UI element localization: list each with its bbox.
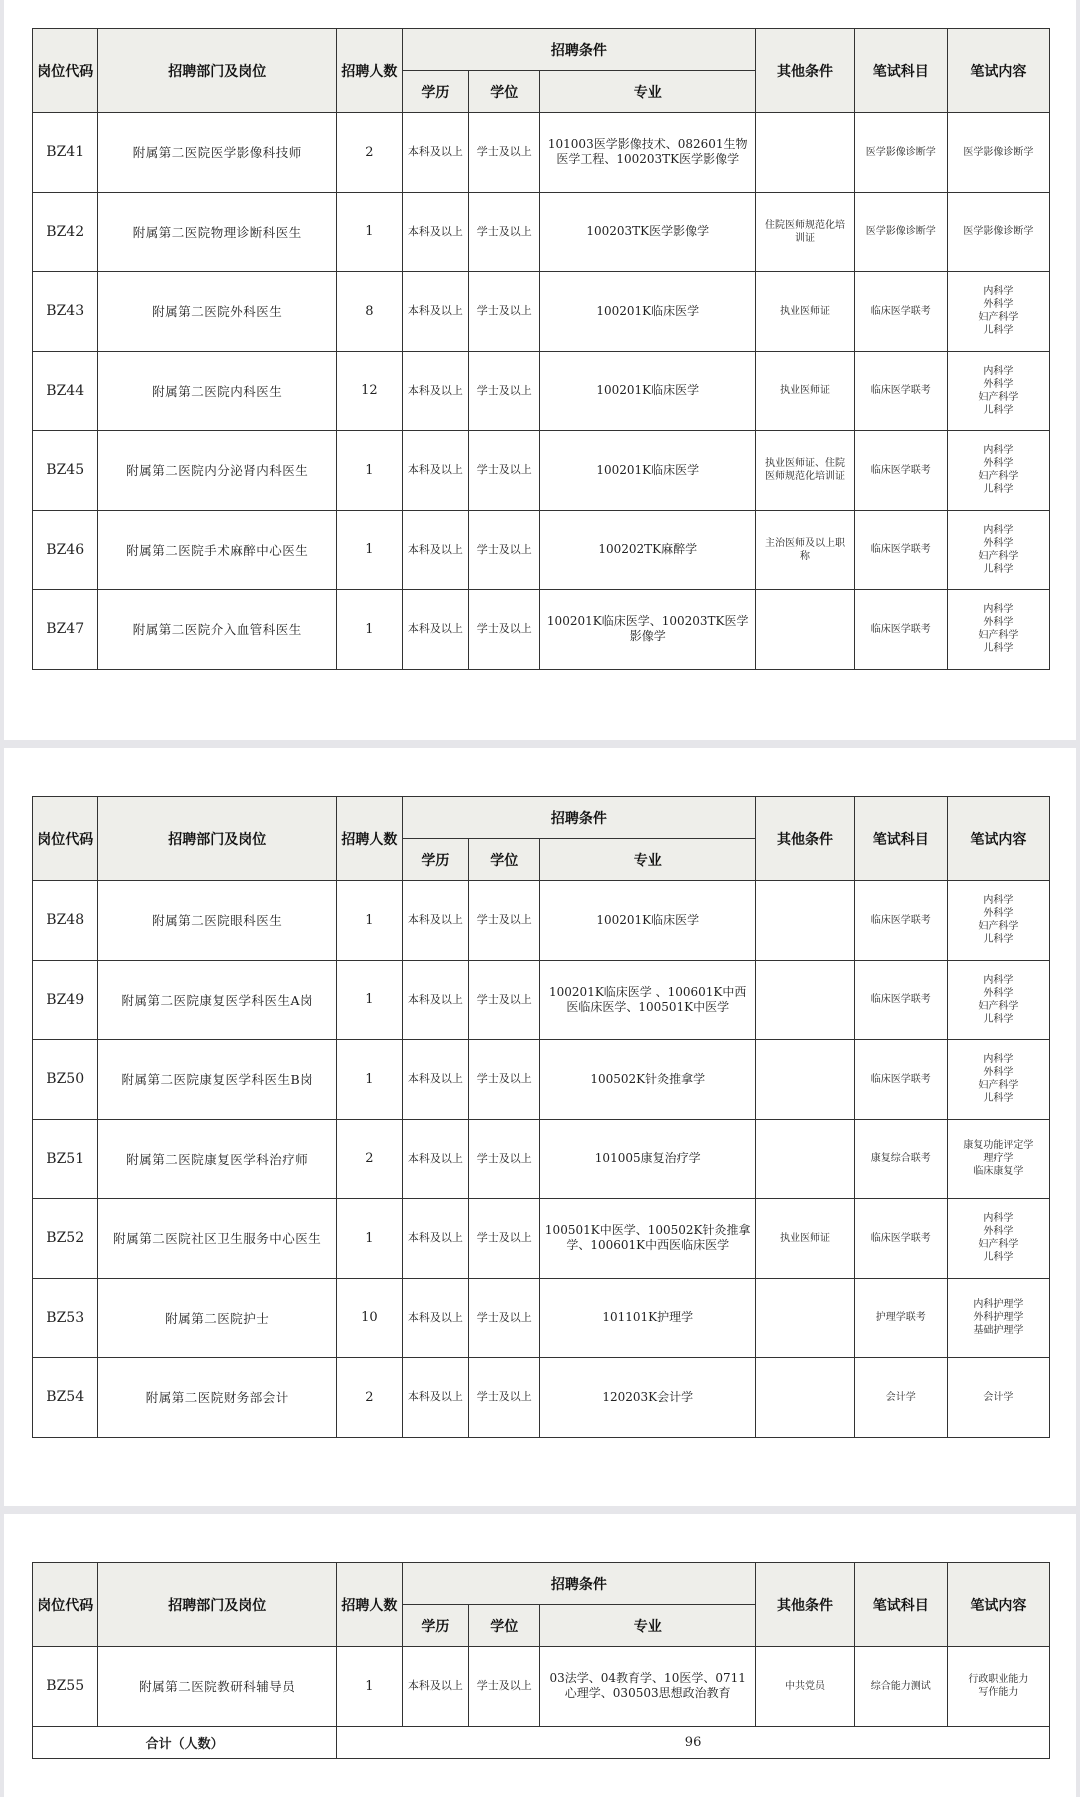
header-code: 岗位代码 [33,29,98,113]
cell-dept: 附属第二医院护士 [98,1278,337,1358]
cell-exam-subject: 医学影像诊断学 [854,192,947,272]
cell-count: 2 [337,113,402,193]
header-degree: 学位 [469,1605,540,1647]
table-body-2 [33,881,1050,1438]
cell-dept: 附属第二医院康复医学科医生B岗 [98,1040,337,1120]
cell-degree: 学士及以上 [469,1358,540,1438]
cell-exam-subject: 医学影像诊断学 [854,113,947,193]
cell-education: 本科及以上 [402,1278,469,1358]
cell-other [756,1119,855,1199]
cell-dept: 附属第二医院社区卫生服务中心医生 [98,1199,337,1279]
header-degree: 学位 [469,839,540,881]
cell-count: 1 [337,192,402,272]
cell-exam-subject: 会计学 [854,1358,947,1438]
cell-education: 本科及以上 [402,192,469,272]
cell-exam-subject: 临床医学联考 [854,351,947,431]
cell-code: BZ48 [33,881,98,961]
cell-dept: 附属第二医院物理诊断科医生 [98,192,337,272]
table-body-1 [33,113,1050,670]
header-code: 岗位代码 [33,797,98,881]
header-conditions: 招聘条件 [402,797,756,839]
header-count: 招聘人数 [337,797,402,881]
cell-education: 本科及以上 [402,1358,469,1438]
document-page-2 [4,748,1076,1506]
cell-dept: 附属第二医院财务部会计 [98,1358,337,1438]
header-exam-content: 笔试内容 [947,797,1049,881]
table-row [33,1199,1050,1279]
cell-degree: 学士及以上 [469,881,540,961]
table-row [33,960,1050,1040]
cell-code: BZ55 [33,1647,98,1727]
cell-exam-content: 内科学 外科学 妇产科学 儿科学 [947,960,1049,1040]
cell-other: 执业医师证、住院医师规范化培训证 [756,431,855,511]
table-row [33,1278,1050,1358]
cell-education: 本科及以上 [402,272,469,352]
cell-dept: 附属第二医院医学影像科技师 [98,113,337,193]
table-row [33,1647,1050,1727]
cell-code: BZ50 [33,1040,98,1120]
cell-code: BZ52 [33,1199,98,1279]
cell-other: 住院医师规范化培训证 [756,192,855,272]
cell-exam-content: 医学影像诊断学 [947,192,1049,272]
cell-degree: 学士及以上 [469,1119,540,1199]
cell-other: 中共党员 [756,1647,855,1727]
document-page-3 [4,1514,1076,1797]
cell-code: BZ54 [33,1358,98,1438]
table-row [33,431,1050,511]
cell-major: 100201K临床医学 [540,431,756,511]
cell-count: 1 [337,1199,402,1279]
cell-exam-subject: 临床医学联考 [854,431,947,511]
cell-dept: 附属第二医院眼科医生 [98,881,337,961]
cell-education: 本科及以上 [402,1199,469,1279]
cell-exam-subject: 综合能力测试 [854,1647,947,1727]
table-row [33,192,1050,272]
cell-degree: 学士及以上 [469,113,540,193]
total-row [33,1726,1050,1758]
header-dept: 招聘部门及岗位 [98,29,337,113]
header-degree: 学位 [469,71,540,113]
cell-exam-content: 医学影像诊断学 [947,113,1049,193]
cell-exam-content: 内科护理学 外科护理学 基础护理学 [947,1278,1049,1358]
table-row [33,881,1050,961]
cell-count: 12 [337,351,402,431]
recruitment-table-2 [32,796,1050,1438]
cell-other: 主治医师及以上职称 [756,510,855,590]
cell-exam-subject: 临床医学联考 [854,510,947,590]
cell-exam-content: 内科学 外科学 妇产科学 儿科学 [947,431,1049,511]
header-major: 专业 [540,1605,756,1647]
cell-major: 100201K临床医学 [540,351,756,431]
table-row [33,1040,1050,1120]
cell-major: 100201K临床医学 [540,272,756,352]
recruitment-table-1 [32,28,1050,670]
header-major: 专业 [540,71,756,113]
table-footer [33,1726,1050,1758]
header-exam-content: 笔试内容 [947,1563,1049,1647]
header-exam-subject: 笔试科目 [854,1563,947,1647]
cell-dept: 附属第二医院外科医生 [98,272,337,352]
header-other: 其他条件 [756,797,855,881]
cell-major: 101003医学影像技术、082601生物医学工程、100203TK医学影像学 [540,113,756,193]
cell-count: 1 [337,881,402,961]
cell-exam-subject: 康复综合联考 [854,1119,947,1199]
cell-code: BZ43 [33,272,98,352]
cell-count: 1 [337,1647,402,1727]
header-exam-content: 笔试内容 [947,29,1049,113]
cell-count: 1 [337,431,402,511]
cell-dept: 附属第二医院内科医生 [98,351,337,431]
cell-exam-content: 内科学 外科学 妇产科学 儿科学 [947,351,1049,431]
header-education: 学历 [402,1605,469,1647]
cell-code: BZ44 [33,351,98,431]
header-dept: 招聘部门及岗位 [98,1563,337,1647]
cell-count: 2 [337,1119,402,1199]
cell-degree: 学士及以上 [469,272,540,352]
recruitment-table-3 [32,1562,1050,1759]
cell-dept: 附属第二医院康复医学科医生A岗 [98,960,337,1040]
header-education: 学历 [402,839,469,881]
cell-other: 执业医师证 [756,272,855,352]
cell-count: 10 [337,1278,402,1358]
cell-dept: 附属第二医院手术麻醉中心医生 [98,510,337,590]
table-body-3 [33,1647,1050,1727]
cell-dept: 附属第二医院康复医学科治疗师 [98,1119,337,1199]
cell-dept: 附属第二医院内分泌肾内科医生 [98,431,337,511]
header-other: 其他条件 [756,1563,855,1647]
cell-education: 本科及以上 [402,1119,469,1199]
header-conditions: 招聘条件 [402,1563,756,1605]
cell-degree: 学士及以上 [469,510,540,590]
cell-code: BZ41 [33,113,98,193]
cell-exam-subject: 临床医学联考 [854,960,947,1040]
header-exam-subject: 笔试科目 [854,797,947,881]
cell-major: 100502K针灸推拿学 [540,1040,756,1120]
cell-dept: 附属第二医院介入血管科医生 [98,590,337,670]
total-label: 合计（人数） [33,1726,337,1758]
cell-count: 1 [337,1040,402,1120]
cell-education: 本科及以上 [402,590,469,670]
header-count: 招聘人数 [337,29,402,113]
cell-exam-subject: 临床医学联考 [854,1040,947,1120]
cell-other [756,113,855,193]
cell-exam-content: 内科学 外科学 妇产科学 儿科学 [947,510,1049,590]
cell-major: 100501K中医学、100502K针灸推拿学、100601K中西医临床医学 [540,1199,756,1279]
cell-count: 8 [337,272,402,352]
header-major: 专业 [540,839,756,881]
total-value: 96 [337,1726,1050,1758]
cell-other: 执业医师证 [756,1199,855,1279]
cell-major: 100201K临床医学 、100601K中西医临床医学、100501K中医学 [540,960,756,1040]
cell-degree: 学士及以上 [469,431,540,511]
cell-exam-content: 内科学 外科学 妇产科学 儿科学 [947,590,1049,670]
cell-education: 本科及以上 [402,960,469,1040]
cell-count: 1 [337,510,402,590]
table-row [33,351,1050,431]
cell-exam-subject: 临床医学联考 [854,590,947,670]
cell-other [756,1358,855,1438]
header-exam-subject: 笔试科目 [854,29,947,113]
cell-education: 本科及以上 [402,881,469,961]
table-row [33,1358,1050,1438]
cell-degree: 学士及以上 [469,1040,540,1120]
cell-exam-content: 内科学 外科学 妇产科学 儿科学 [947,1040,1049,1120]
cell-other [756,960,855,1040]
table-row [33,510,1050,590]
cell-code: BZ45 [33,431,98,511]
cell-major: 120203K会计学 [540,1358,756,1438]
cell-education: 本科及以上 [402,351,469,431]
cell-education: 本科及以上 [402,113,469,193]
cell-major: 100203TK医学影像学 [540,192,756,272]
cell-education: 本科及以上 [402,431,469,511]
table-row [33,590,1050,670]
cell-degree: 学士及以上 [469,960,540,1040]
cell-degree: 学士及以上 [469,1647,540,1727]
cell-exam-content: 行政职业能力 写作能力 [947,1647,1049,1727]
cell-exam-content: 内科学 外科学 妇产科学 儿科学 [947,881,1049,961]
cell-other [756,590,855,670]
header-code: 岗位代码 [33,1563,98,1647]
cell-education: 本科及以上 [402,1647,469,1727]
cell-degree: 学士及以上 [469,590,540,670]
cell-major: 100201K临床医学 [540,881,756,961]
cell-degree: 学士及以上 [469,192,540,272]
header-other: 其他条件 [756,29,855,113]
cell-exam-subject: 临床医学联考 [854,272,947,352]
cell-code: BZ49 [33,960,98,1040]
cell-code: BZ53 [33,1278,98,1358]
cell-code: BZ47 [33,590,98,670]
cell-exam-subject: 护理学联考 [854,1278,947,1358]
cell-major: 101101K护理学 [540,1278,756,1358]
table-row [33,272,1050,352]
cell-exam-content: 会计学 [947,1358,1049,1438]
cell-degree: 学士及以上 [469,351,540,431]
cell-degree: 学士及以上 [469,1199,540,1279]
cell-exam-content: 内科学 外科学 妇产科学 儿科学 [947,1199,1049,1279]
cell-degree: 学士及以上 [469,1278,540,1358]
cell-exam-content: 内科学 外科学 妇产科学 儿科学 [947,272,1049,352]
cell-count: 2 [337,1358,402,1438]
cell-other: 执业医师证 [756,351,855,431]
cell-other [756,1278,855,1358]
cell-other [756,1040,855,1120]
cell-major: 100202TK麻醉学 [540,510,756,590]
cell-major: 100201K临床医学、100203TK医学影像学 [540,590,756,670]
cell-exam-subject: 临床医学联考 [854,1199,947,1279]
cell-education: 本科及以上 [402,1040,469,1120]
header-education: 学历 [402,71,469,113]
table-row [33,1119,1050,1199]
cell-code: BZ51 [33,1119,98,1199]
cell-code: BZ42 [33,192,98,272]
cell-count: 1 [337,960,402,1040]
cell-major: 101005康复治疗学 [540,1119,756,1199]
table-row [33,113,1050,193]
cell-other [756,881,855,961]
cell-major: 03法学、04教育学、10医学、0711心理学、030503思想政治教育 [540,1647,756,1727]
cell-education: 本科及以上 [402,510,469,590]
cell-code: BZ46 [33,510,98,590]
cell-dept: 附属第二医院教研科辅导员 [98,1647,337,1727]
cell-exam-subject: 临床医学联考 [854,881,947,961]
cell-exam-content: 康复功能评定学 理疗学 临床康复学 [947,1119,1049,1199]
cell-count: 1 [337,590,402,670]
header-conditions: 招聘条件 [402,29,756,71]
header-count: 招聘人数 [337,1563,402,1647]
header-dept: 招聘部门及岗位 [98,797,337,881]
document-page-1 [4,0,1076,740]
